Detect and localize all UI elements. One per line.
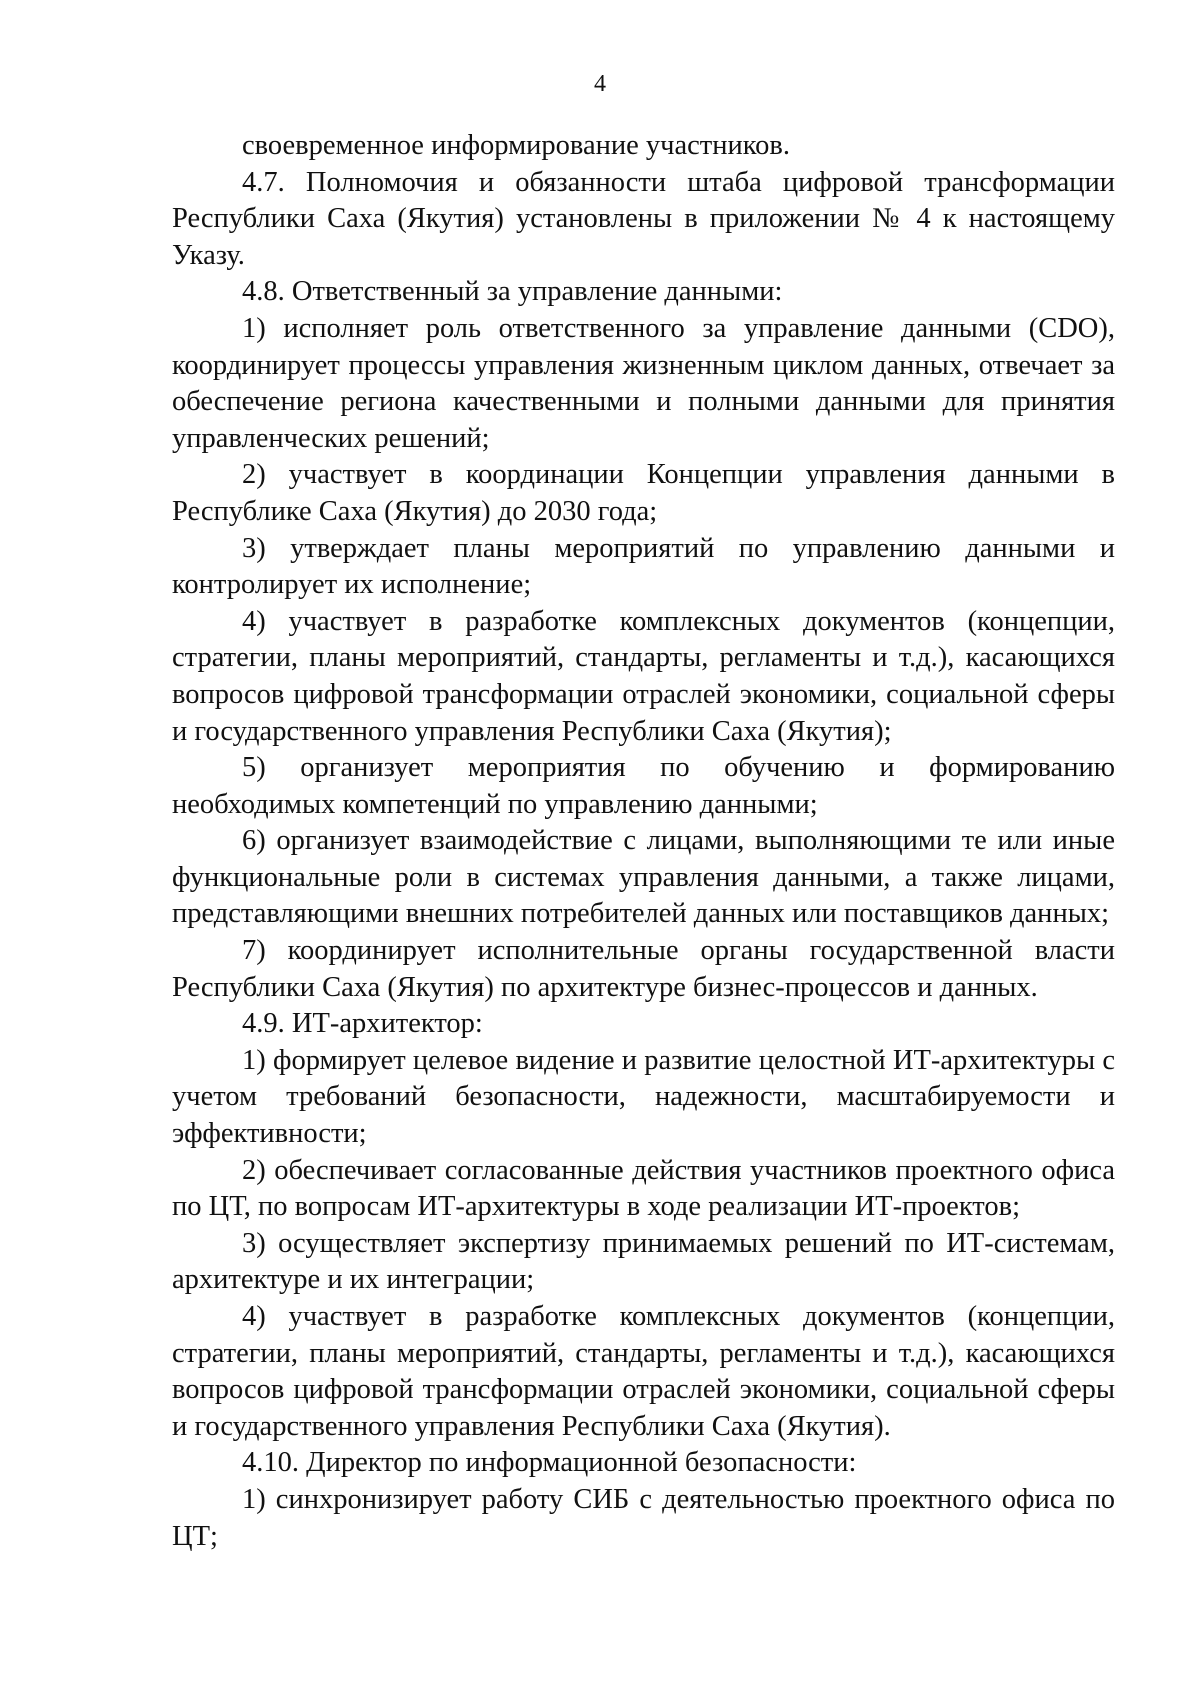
paragraph-4-8-item-4: 4) участвует в разработке комплексных документов (концепции, стратегии, планы мероприятий, стандарты, регламенты и т.д.), касающихся вопросов цифровой трансформации отраслей экономики, социальной сферы и государственного управления Республики Саха (Якутия); bbox=[172, 605, 1115, 747]
page-number: 4 bbox=[594, 71, 606, 97]
paragraph-4-8-item-7: 7) координирует исполнительные органы государственной власти Республики Саха (Якутия) по архитектуре бизнес-процессов и данных. bbox=[172, 935, 1115, 1003]
paragraph-4-8-item-3: 3) утверждает планы мероприятий по управлению данными и контролирует их исполнение; bbox=[172, 532, 1115, 601]
paragraph-4-9-item-4: 4) участвует в разработке комплексных документов (концепции, стратегии, планы мероприятий, стандарты, регламенты и т.д.), касающихся вопросов цифровой трансформации отраслей экономики, социальной сферы и государственного управления Республики Саха (Якутия). bbox=[172, 1301, 1115, 1442]
paragraph-4-9-heading: 4.9. ИТ-архитектор: bbox=[242, 1008, 483, 1040]
paragraph-4-10-item-1: 1) синхронизирует работу СИБ с деятельностью проектного офиса по ЦТ; bbox=[172, 1483, 1115, 1552]
paragraph-4-8-item-6: 6) организует взаимодействие с лицами, выполняющими те или иные функциональные роли в системах управления данными, а также лицами, представляющими внешних потребителей данных или поставщиков данных; bbox=[172, 825, 1115, 930]
paragraph-4-8-item-1: 1) исполняет роль ответственного за управление данными (CDO), координирует процессы управления жизненным циклом данных, отвечает за обеспечение региона качественными и полными данными для принятия управленческих решений; bbox=[172, 312, 1115, 454]
paragraph-4-8-item-5: 5) организует мероприятия по обучению и формированию необходимых компетенций по управлению данными; bbox=[172, 752, 1115, 820]
paragraph-4-9-item-3: 3) осуществляет экспертизу принимаемых решений по ИТ-системам, архитектуре и их интеграции; bbox=[172, 1227, 1115, 1296]
paragraph-timely-informing: своевременное информирование участников. bbox=[242, 130, 790, 161]
paragraph-4-7: 4.7. Полномочия и обязанности штаба цифровой трансформации Республики Саха (Якутия) установлены в приложении № 4 к настоящему Указу. bbox=[172, 166, 1115, 271]
paragraph-4-8-item-2: 2) участвует в координации Концепции управления данными в Республике Саха (Якутия) до 2030 года; bbox=[172, 459, 1115, 527]
paragraph-4-9-item-2: 2) обеспечивает согласованные действия участников проектного офиса по ЦТ, по вопросам ИТ-архитектуры в ходе реализации ИТ-проектов; bbox=[172, 1154, 1115, 1223]
paragraph-4-10-heading: 4.10. Директор по информационной безопасности: bbox=[242, 1447, 857, 1479]
paragraph-4-8-heading: 4.8. Ответственный за управление данными: bbox=[242, 276, 783, 308]
document-body bbox=[172, 128, 1115, 1555]
paragraph-4-9-item-1: 1) формирует целевое видение и развитие целостной ИТ-архитектуры с учетом требований безопасности, надежности, масштабируемости и эффективности; bbox=[172, 1044, 1115, 1150]
